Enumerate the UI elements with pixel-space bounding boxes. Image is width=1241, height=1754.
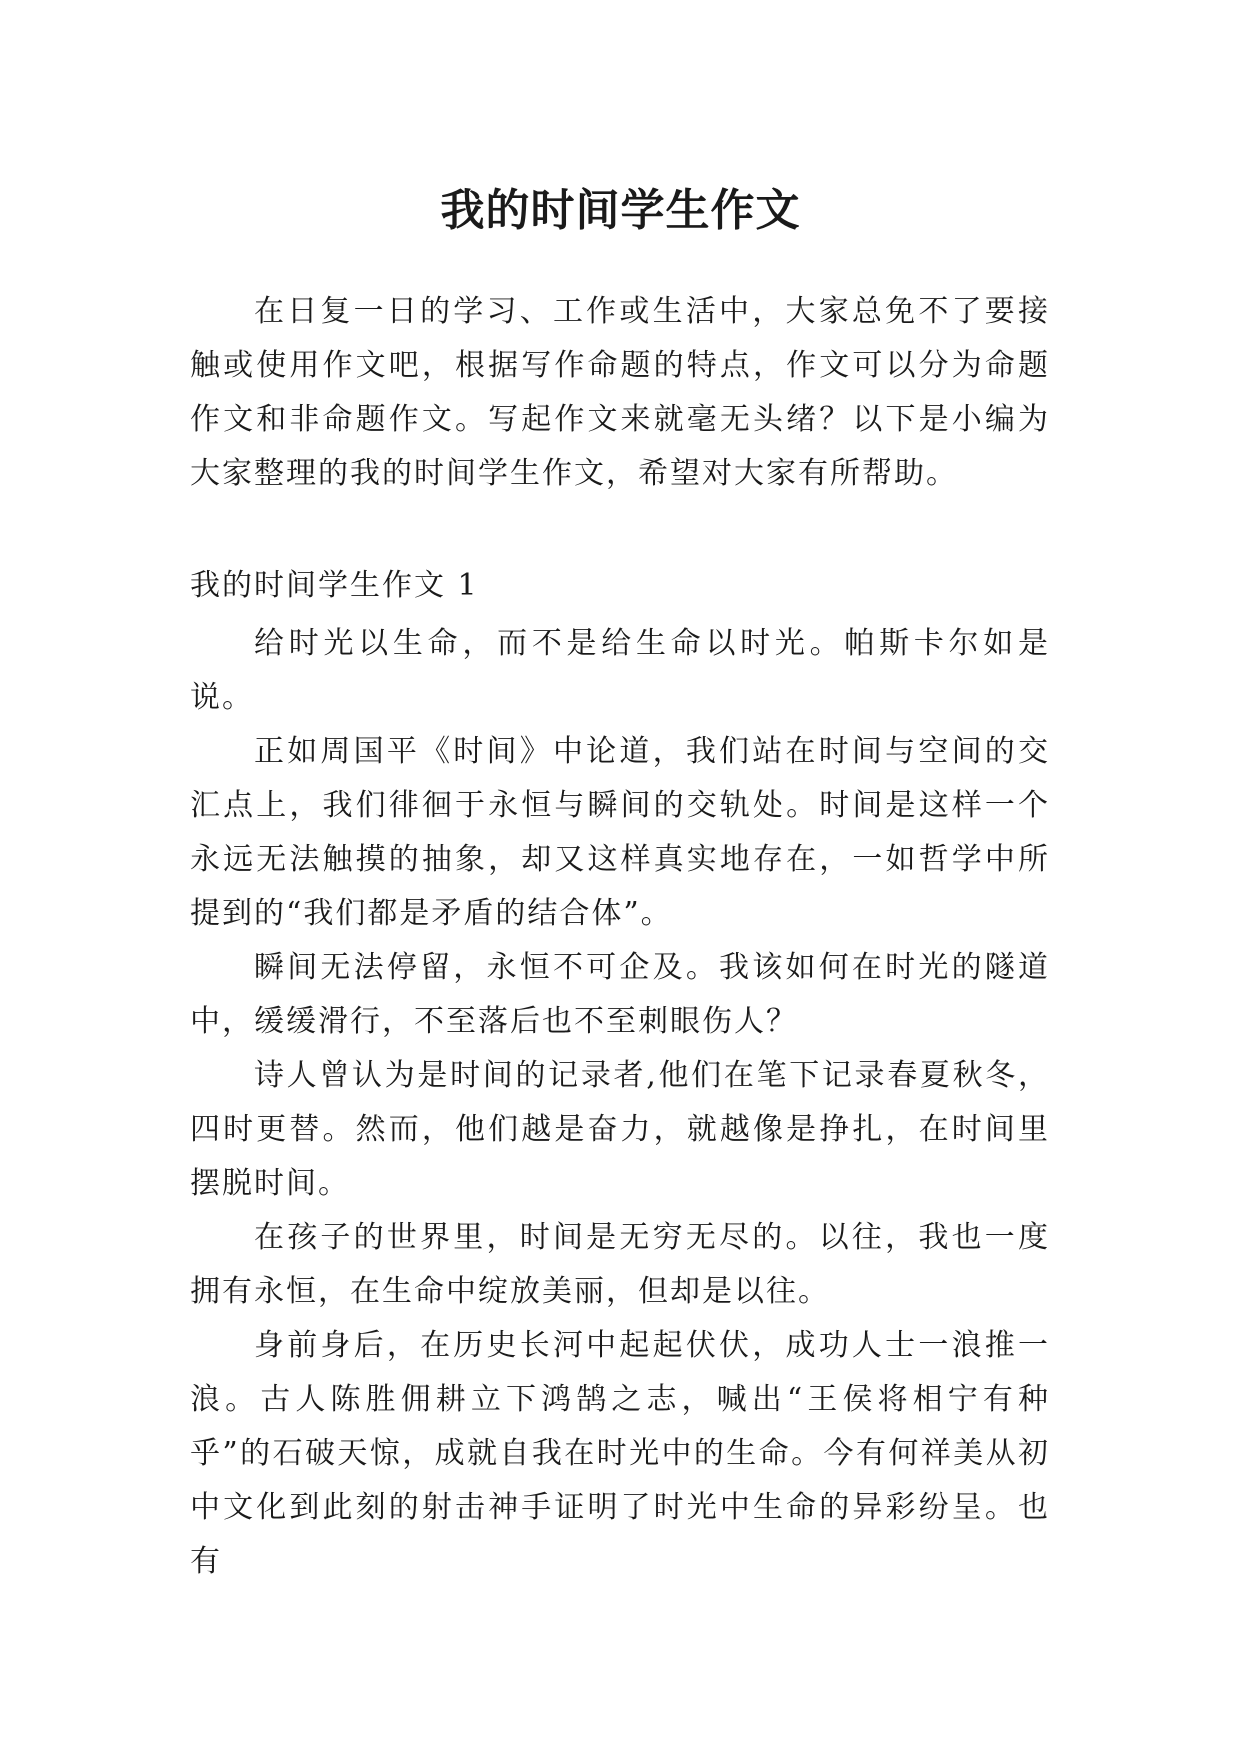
body-paragraph-5: 在孩子的世界里，时间是无穷无尽的。以往，我也一度拥有永恒，在生命中绽放美丽，但却是以往。 <box>190 1220 1050 1309</box>
section-heading: 我的时间学生作文 1 <box>190 568 479 603</box>
body-paragraph-2: 正如周国平《时间》中论道，我们站在时间与空间的交汇点上，我们徘徊于永恒与瞬间的交轨处。时间是这样一个永远无法触摸的抽象，却又这样真实地存在，一如哲学中所提到的“我们都是矛盾的结合体”。 <box>190 734 1050 931</box>
body-paragraph-1: 给时光以生命，而不是给生命以时光。帕斯卡尔如是说。 <box>190 626 1050 715</box>
body-paragraph-3: 瞬间无法停留，永恒不可企及。我该如何在时光的隧道中，缓缓滑行，不至落后也不至刺眼伤人？ <box>190 950 1050 1039</box>
document-title: 我的时间学生作文 <box>440 185 801 237</box>
body-paragraph-4: 诗人曾认为是时间的记录者,他们在笔下记录春夏秋冬，四时更替。然而，他们越是奋力，就越像是挣扎，在时间里摆脱时间。 <box>190 1058 1050 1201</box>
document-body <box>190 285 1050 1589</box>
body-paragraph-6: 身前身后，在历史长河中起起伏伏，成功人士一浪推一浪。古人陈胜佣耕立下鸿鹄之志，喊出“王侯将相宁有种乎”的石破天惊，成就自我在时光中的生命。今有何祥美从初中文化到此刻的射击神手证明了时光中生命的异彩纷呈。也有 <box>190 1328 1050 1579</box>
intro-paragraph: 在日复一日的学习、工作或生活中，大家总免不了要接触或使用作文吧，根据写作命题的特点，作文可以分为命题作文和非命题作文。写起作文来就毫无头绪？以下是小编为大家整理的我的时间学生作文，希望对大家有所帮助。 <box>190 294 1050 491</box>
